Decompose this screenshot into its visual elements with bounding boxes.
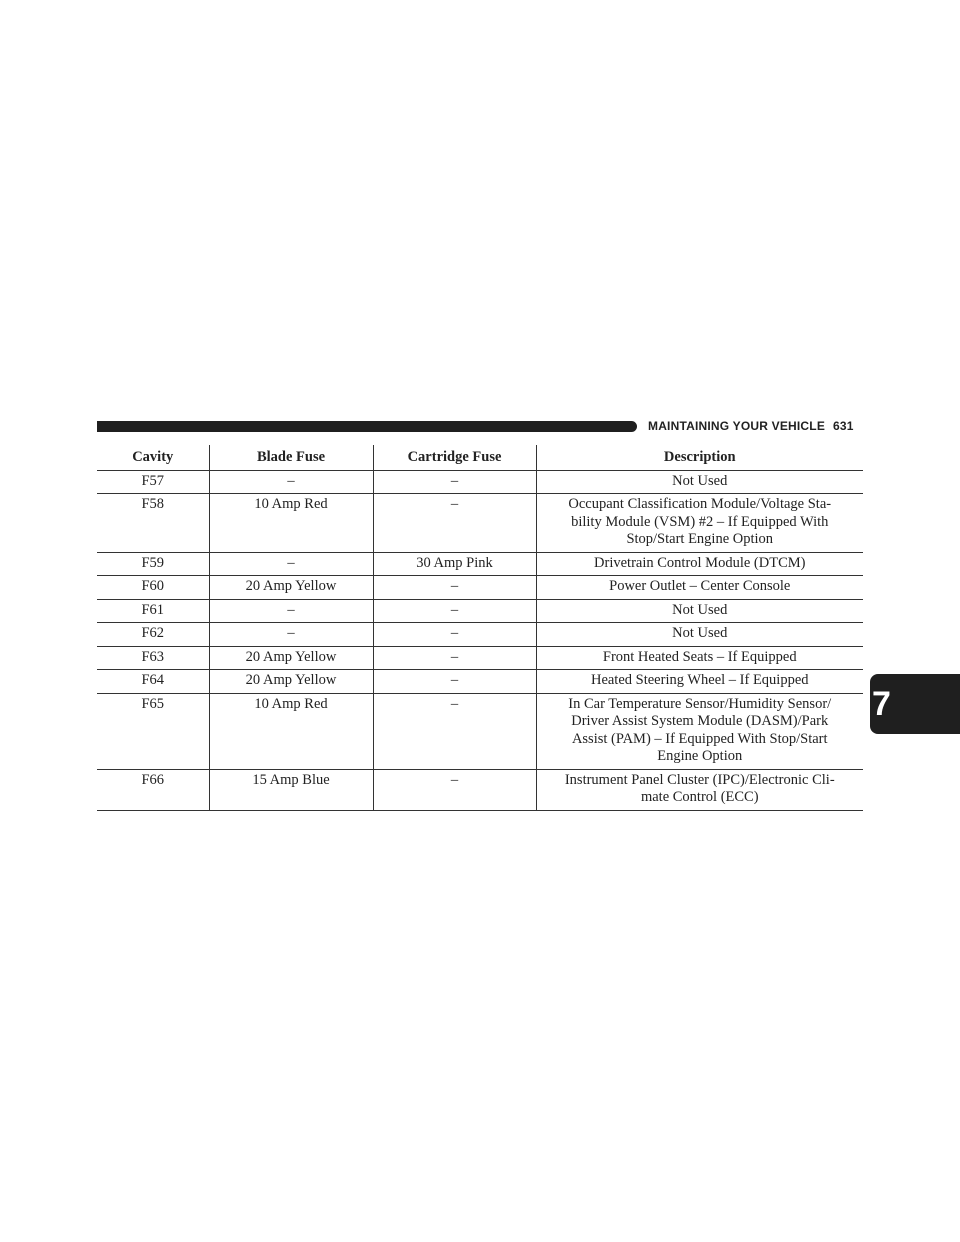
- blade-fuse-cell: –: [209, 599, 373, 623]
- cartridge-fuse-cell: –: [373, 670, 536, 694]
- blade-fuse-cell: –: [209, 552, 373, 576]
- table-row: [97, 693, 863, 769]
- cartridge-fuse-cell: –: [373, 693, 536, 769]
- column-header-blade-fuse: Blade Fuse: [209, 445, 373, 470]
- table-row: [97, 623, 863, 647]
- cartridge-fuse-cell: –: [373, 646, 536, 670]
- blade-fuse-cell: 20 Amp Yellow: [209, 576, 373, 600]
- blade-fuse-cell: –: [209, 623, 373, 647]
- cavity-cell: F60: [141, 578, 165, 594]
- description-line: Front Heated Seats – If Equipped: [602, 648, 797, 665]
- blade-fuse-cell: –: [209, 470, 373, 494]
- cartridge-fuse-cell: –: [373, 470, 536, 494]
- blade-fuse-cell: 15 Amp Blue: [209, 769, 373, 810]
- blade-fuse-cell: 20 Amp Yellow: [209, 670, 373, 694]
- cavity-cell: F66: [141, 771, 165, 788]
- cartridge-fuse-cell: –: [373, 599, 536, 623]
- description-cell: [536, 670, 863, 694]
- section-title: MAINTAINING YOUR VEHICLE: [648, 419, 826, 433]
- cavity-cell: F58: [141, 496, 165, 512]
- running-header: [648, 419, 854, 433]
- description-cell: [536, 494, 863, 553]
- table-row: [97, 670, 863, 694]
- table-row: [97, 552, 863, 576]
- table-row: [97, 470, 863, 494]
- description-line: Not Used: [672, 625, 728, 641]
- header-rule: [97, 421, 637, 432]
- cartridge-fuse-cell: –: [373, 494, 536, 553]
- table-row: [97, 576, 863, 600]
- description-cell: [536, 470, 863, 494]
- cavity-cell: F64: [141, 672, 165, 688]
- column-header-description: Description: [536, 445, 863, 470]
- cartridge-fuse-cell: –: [373, 623, 536, 647]
- description-cell: [536, 693, 863, 769]
- description-cell: [536, 552, 863, 576]
- column-header-cartridge-fuse: Cartridge Fuse: [373, 445, 536, 470]
- page-number: 631: [833, 419, 854, 433]
- cavity-cell: F59: [141, 554, 165, 571]
- description-line: Engine Option: [657, 748, 743, 764]
- description-line: In Car Temperature Sensor/Humidity Sensor/: [568, 695, 832, 712]
- description-cell: [536, 576, 863, 600]
- description-line: Not Used: [672, 601, 728, 618]
- cavity-cell: F65: [141, 695, 165, 712]
- description-line: mate Control (ECC): [640, 789, 759, 805]
- chapter-tab: 7: [870, 674, 960, 734]
- description-cell: [536, 769, 863, 810]
- table-row: [97, 769, 863, 810]
- table-header-row: [97, 445, 863, 470]
- cartridge-fuse-cell: –: [373, 576, 536, 600]
- cavity-cell: F63: [141, 648, 165, 665]
- cartridge-fuse-cell: –: [373, 769, 536, 810]
- table-row: [97, 646, 863, 670]
- blade-fuse-cell: 10 Amp Red: [209, 693, 373, 769]
- description-line: Assist (PAM) – If Equipped With Stop/Start: [571, 730, 828, 747]
- description-line: Stop/Start Engine Option: [626, 531, 774, 547]
- blade-fuse-cell: 10 Amp Red: [209, 494, 373, 553]
- column-header-cavity: Cavity: [132, 449, 174, 465]
- fuse-table: [97, 445, 863, 811]
- description-line: Not Used: [672, 472, 728, 489]
- cavity-cell: F61: [141, 601, 165, 618]
- description-line: bility Module (VSM) #2 – If Equipped With: [571, 513, 829, 530]
- table-row: [97, 494, 863, 553]
- fuse-table-body: [97, 470, 863, 810]
- description-cell: [536, 646, 863, 670]
- description-line: Power Outlet – Center Console: [609, 578, 791, 594]
- cavity-cell: F62: [141, 625, 165, 641]
- description-line: Drivetrain Control Module (DTCM): [594, 554, 806, 571]
- table-row: [97, 599, 863, 623]
- description-line: Instrument Panel Cluster (IPC)/Electronic Cli-: [564, 771, 835, 788]
- cartridge-fuse-cell: 30 Amp Pink: [373, 552, 536, 576]
- description-line: Occupant Classification Module/Voltage Sta-: [568, 496, 832, 512]
- description-line: Heated Steering Wheel – If Equipped: [590, 672, 809, 688]
- description-cell: [536, 623, 863, 647]
- description-cell: [536, 599, 863, 623]
- cavity-cell: F57: [141, 472, 165, 489]
- blade-fuse-cell: 20 Amp Yellow: [209, 646, 373, 670]
- description-line: Driver Assist System Module (DASM)/Park: [571, 713, 829, 729]
